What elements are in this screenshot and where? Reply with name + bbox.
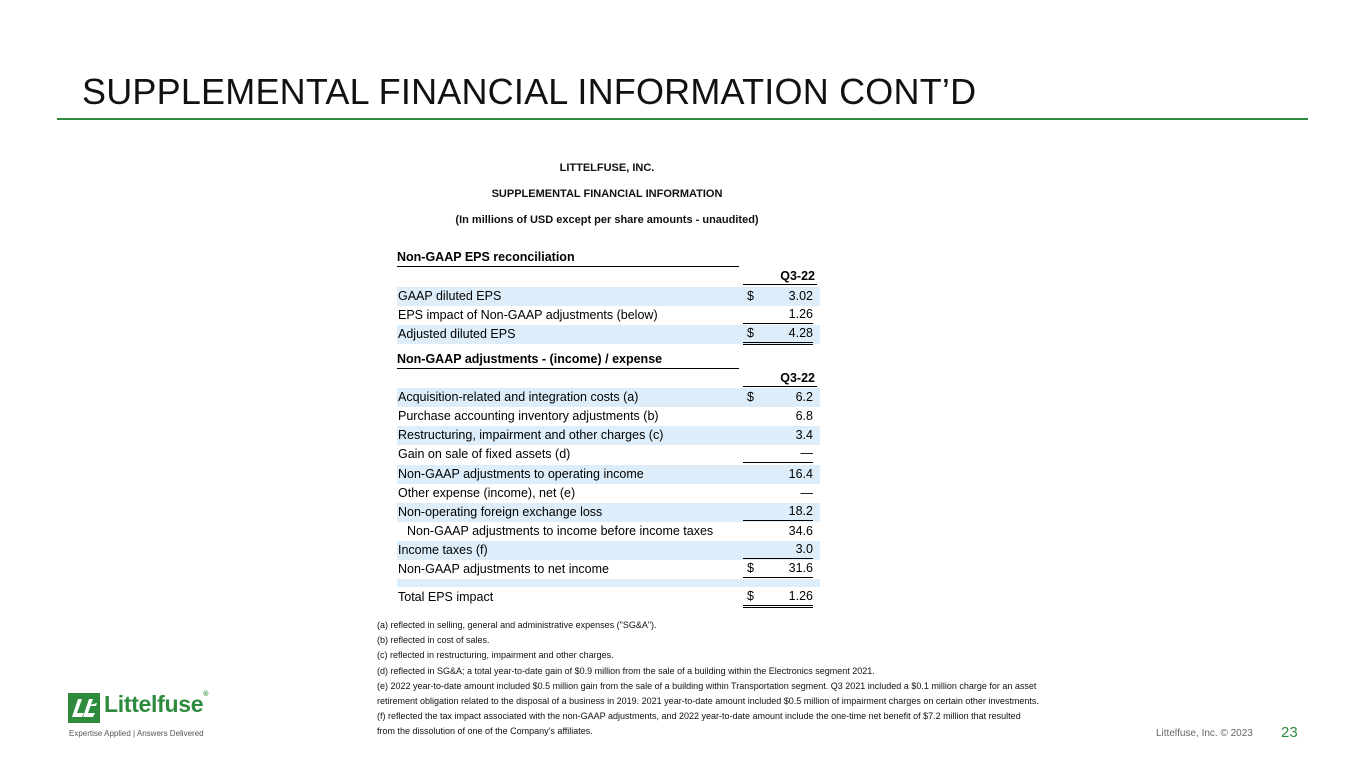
table-row [397, 522, 820, 541]
row-value: — [743, 445, 813, 463]
copyright: Littelfuse, Inc. © 2023 [1156, 728, 1253, 739]
row-label: Non-GAAP adjustments to operating income [398, 467, 644, 481]
row-value: 3.0 [743, 541, 813, 559]
row-value: 18.2 [743, 503, 813, 521]
row-value: 31.6 [743, 560, 813, 580]
row-currency: $ [747, 390, 754, 404]
footnotes [377, 618, 1039, 740]
adjustments-section-heading: Non-GAAP adjustments - (income) / expense [397, 352, 739, 369]
report-company: LITTELFUSE, INC. [559, 162, 655, 174]
table-row [397, 484, 820, 503]
table-row [397, 287, 820, 306]
table-spacer-row [397, 579, 820, 587]
report-title: SUPPLEMENTAL FINANCIAL INFORMATION [491, 188, 723, 200]
footnote: (c) reflected in restructuring, impairment and other charges. [377, 650, 614, 661]
slide-title: SUPPLEMENTAL FINANCIAL INFORMATION CONT’D [82, 71, 977, 112]
row-label: GAAP diluted EPS [398, 289, 502, 303]
row-label: Gain on sale of fixed assets (d) [398, 447, 571, 461]
row-value: 34.6 [788, 524, 813, 538]
table-row [397, 407, 820, 426]
row-value: 6.2 [795, 390, 813, 404]
table-row [397, 541, 820, 560]
row-currency: $ [747, 560, 754, 580]
footnote: from the dissolution of one of the Company’s affiliates. [377, 726, 593, 737]
row-label: Income taxes (f) [398, 543, 488, 557]
table-row [397, 306, 820, 325]
logo-wordmark [104, 691, 208, 718]
row-value: 1.26 [743, 588, 813, 608]
footnote: (f) reflected the tax impact associated with the non-GAAP adjustments, and 2022 year-to-date amount include the one-time net benefit of $7.2 million that resulted [377, 711, 1021, 722]
table-row-total [397, 588, 820, 607]
footnote: (a) reflected in selling, general and administrative expenses ("SG&A"). [377, 620, 657, 630]
eps-section-heading: Non-GAAP EPS reconciliation [397, 250, 739, 267]
footnote: retirement obligation related to the disposal of a business in 2019. 2021 year-to-date amount included $0.5 million of impairment charges on certain other investments. [377, 696, 1039, 707]
table-row [397, 445, 820, 464]
row-label: Restructuring, impairment and other charges (c) [398, 428, 664, 442]
row-label: Purchase accounting inventory adjustments (b) [398, 409, 659, 423]
footnote: (b) reflected in cost of sales. [377, 635, 490, 646]
row-label: Non-operating foreign exchange loss [398, 505, 603, 519]
row-value: 6.8 [795, 409, 813, 423]
title-divider [57, 118, 1308, 120]
row-label: Total EPS impact [398, 590, 494, 604]
eps-column-header: Q3-22 [743, 269, 817, 285]
row-value: 16.4 [788, 467, 813, 481]
row-currency: $ [747, 289, 754, 303]
table-row [397, 560, 820, 579]
row-currency: $ [747, 588, 754, 608]
table-row [397, 465, 820, 484]
logo-registered-mark: ® [203, 691, 209, 698]
row-value: 4.28 [743, 325, 813, 345]
table-row [397, 426, 820, 445]
report-subtitle: (In millions of USD except per share amounts - unaudited) [455, 214, 759, 226]
table-row [397, 325, 820, 344]
row-label: Acquisition-related and integration costs (a) [398, 390, 639, 404]
row-value: — [800, 486, 813, 500]
row-value: 3.02 [788, 289, 813, 303]
row-currency: $ [747, 325, 754, 345]
footnote: (e) 2022 year-to-date amount included $0.5 million gain from the sale of a building within Transportation segment. Q3 2021 included a $0.1 million charge for an asset [377, 680, 1037, 691]
row-value: 1.26 [743, 306, 813, 324]
company-logo [68, 691, 209, 728]
table-row [397, 503, 820, 522]
logo-tagline: Expertise Applied | Answers Delivered [69, 729, 204, 738]
row-label: Non-GAAP adjustments to net income [398, 562, 609, 576]
page-number: 23 [1281, 724, 1298, 741]
littelfuse-logo-icon [68, 693, 100, 723]
adjustments-column-header: Q3-22 [743, 371, 817, 387]
logo-name: Littelfuse [104, 691, 204, 717]
footnote: (d) reflected in SG&A; a total year-to-date gain of $0.9 million from the sale of a building within the Electronics segment 2021. [377, 665, 875, 676]
table-row [397, 388, 820, 407]
row-label: Adjusted diluted EPS [398, 327, 516, 341]
row-value: 3.4 [795, 428, 813, 442]
row-label: EPS impact of Non-GAAP adjustments (below) [398, 308, 658, 322]
row-label: Non-GAAP adjustments to income before income taxes [407, 524, 714, 538]
row-label: Other expense (income), net (e) [398, 486, 576, 500]
